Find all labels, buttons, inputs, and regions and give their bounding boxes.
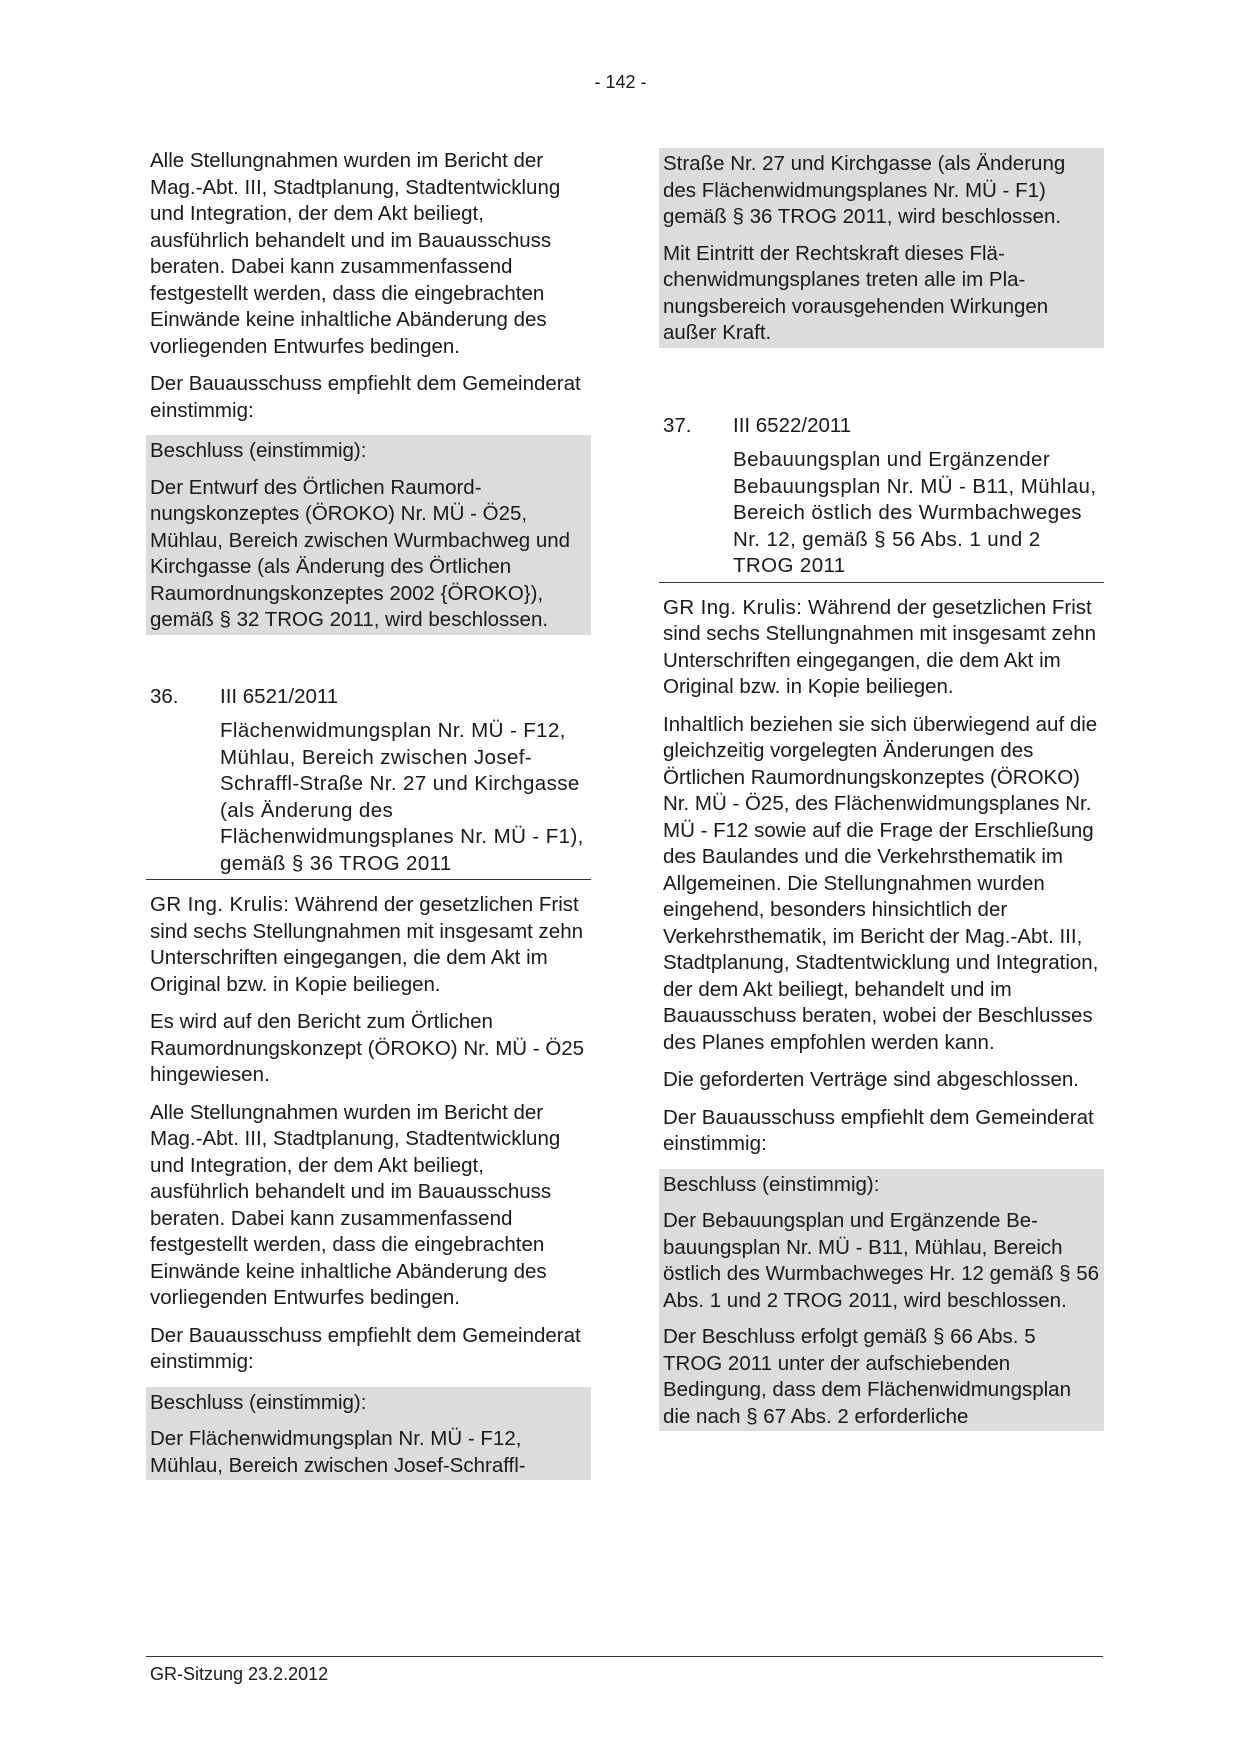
item-number: 36. [150,684,179,708]
continuation-text-1: Straße Nr. 27 und Kirchgasse (als Änderung des Flächenwidmungsplanes Nr. MÜ - F1) gemäß § 36 TROG 2011, wird beschlossen. [663,152,1066,228]
speaker-statement: Während der gesetzlichen Frist sind sechs Stellungnahmen mit insgesamt zehn Unterschriften eingegangen, die dem Akt im Original bzw. in Kopie beiliegen. [150,893,584,996]
left-paragraph-5: Alle Stellungnahmen wurden im Bericht der Mag.-Abt. III, Stadtplanung, Stadtentwicklung und Integration, der dem Akt beiliegt, ausführlich behandelt und im Bauausschuss beraten. Dabei kann zusammenfassend festgestellt werden, dass die eingebrachten Einwände keine inhaltliche Abänderung des vorliegenden Entwurfes bedingen. [150,1100,561,1309]
item-37-header [659,413,1104,440]
item-36-title: Flächenwidmungsplan Nr. MÜ - F12, Mühlau, Bereich zwischen Josef-Schraffl-Straße Nr. 27 und Kirchgasse (als Änderung des Flächenwidmungsplanes Nr. MÜ - F1), gemäß § 36 TROG 2011 [220,719,584,875]
left-paragraph-1: Alle Stellungnahmen wurden im Bericht der Mag.-Abt. III, Stadtplanung, Stadtentwicklung und Integration, der dem Akt beiliegt, ausführlich behandelt und im Bauausschuss beraten. Dabei kann zusammenfassend festgestellt werden, dass die eingebrachten Einwände keine inhaltliche Abänderung des vorliegenden Entwurfes bedingen. [150,149,561,358]
left-paragraph-3 [146,892,591,998]
item-number: 37. [663,413,692,437]
item-reference: III 6521/2011 [220,684,339,708]
left-column [146,148,591,1491]
left-paragraph-2: Der Bauausschuss empfiehlt dem Gemeinderat einstimmig: [150,372,581,422]
right-paragraph-2: Inhaltlich beziehen sie sich überwiegend auf die gleichzeitig vorgelegten Änderungen des Örtlichen Raumordnungskonzeptes (ÖROKO) Nr. MÜ - Ö25, des Flächenwidmungsplanes Nr. MÜ - F12 sowie auf die Frage der Erschließung des Baulandes und die Verkehrsthematik im Allgemeinen. Die Stellungnahmen wurden eingehend, besonders hinsichtlich der Verkehrsthematik, im Bericht der Mag.-Abt. III, Stadtplanung, Stadtentwicklung und Integration, der dem Akt beiliegt, behandelt und im Bauausschuss beraten, wobei der Beschlusses des Planes empfohlen werden kann. [663,712,1099,1054]
right-paragraph-3: Die geforderten Verträge sind abgeschlossen. [663,1068,1079,1091]
beschluss-block-2 [146,1387,591,1481]
beschluss-continuation [659,148,1104,348]
continuation-text-2: Mit Eintritt der Rechtskraft dieses Flächenwidmungsplanes treten alle im Planungsbereich vorausgehenden Wirkungen außer Kraft. [663,241,1049,344]
speaker-name: GR Ing. Krulis: [663,595,803,619]
item-37-title: Bebauungsplan und Ergänzender Bebauungsplan Nr. MÜ - B11, Mühlau, Bereich östlich des Wurmbachweges Nr. 12, gemäß § 56 Abs. 1 und 2 TROG 2011 [733,448,1097,577]
beschluss-text-1: Der Bebauungsplan und Ergänzende Bebauungsplan Nr. MÜ - B11, Mühlau, Bereich östlich des Wurmbachweges Hr. 12 gemäß § 56 Abs. 1 und 2 TROG 2011, wird beschlossen. [663,1209,1100,1312]
item-reference: III 6522/2011 [733,413,852,437]
speaker-statement: Während der gesetzlichen Frist sind sechs Stellungnahmen mit insgesamt zehn Unterschriften eingegangen, die dem Akt im Original bzw. in Kopie beiliegen. [663,595,1097,698]
footer-divider [146,1656,1103,1657]
beschluss-label: Beschluss (einstimmig): [150,1390,367,1414]
right-paragraph-4: Der Bauausschuss empfiehlt dem Gemeinderat einstimmig: [663,1105,1094,1155]
beschluss-label: Beschluss (einstimmig): [663,1172,880,1196]
left-paragraph-6: Der Bauausschuss empfiehlt dem Gemeinderat einstimmig: [150,1323,581,1373]
right-paragraph-1 [659,595,1104,701]
beschluss-label: Beschluss (einstimmig): [150,439,367,462]
beschluss-text: Der Entwurf des Örtlichen Raumordnungskonzeptes (ÖROKO) Nr. MÜ - Ö25, Mühlau, Bereich zwischen Wurmbachweg und Kirchgasse (als Änderung des Örtlichen Raumordnungskonzeptes 2002 {ÖROKO}), gemäß § 32 TROG 2011, wird beschlossen. [150,475,571,631]
footer-text: GR-Sitzung 23.2.2012 [150,1664,329,1684]
divider [146,879,591,880]
left-paragraph-4: Es wird auf den Bericht zum Örtlichen Raumordnungskonzept (ÖROKO) Nr. MÜ - Ö25 hingewiesen. [150,1010,585,1086]
divider [659,582,1104,583]
beschluss-block-3 [659,1169,1104,1432]
beschluss-text: Der Flächenwidmungsplan Nr. MÜ - F12, Mühlau, Bereich zwischen Josef-Schraffl- [150,1427,526,1477]
speaker-name: GR Ing. Krulis: [150,893,290,916]
right-column [659,148,1104,1442]
beschluss-text-2: Der Beschluss erfolgt gemäß § 66 Abs. 5 TROG 2011 unter der aufschiebenden Bedingung, dass dem Flächenwidmungsplan die nach § 67 Abs. 2 erforderliche [663,1325,1071,1428]
page-number: - 142 - [594,72,647,92]
beschluss-block-1 [146,435,591,635]
item-36-header [146,684,591,711]
